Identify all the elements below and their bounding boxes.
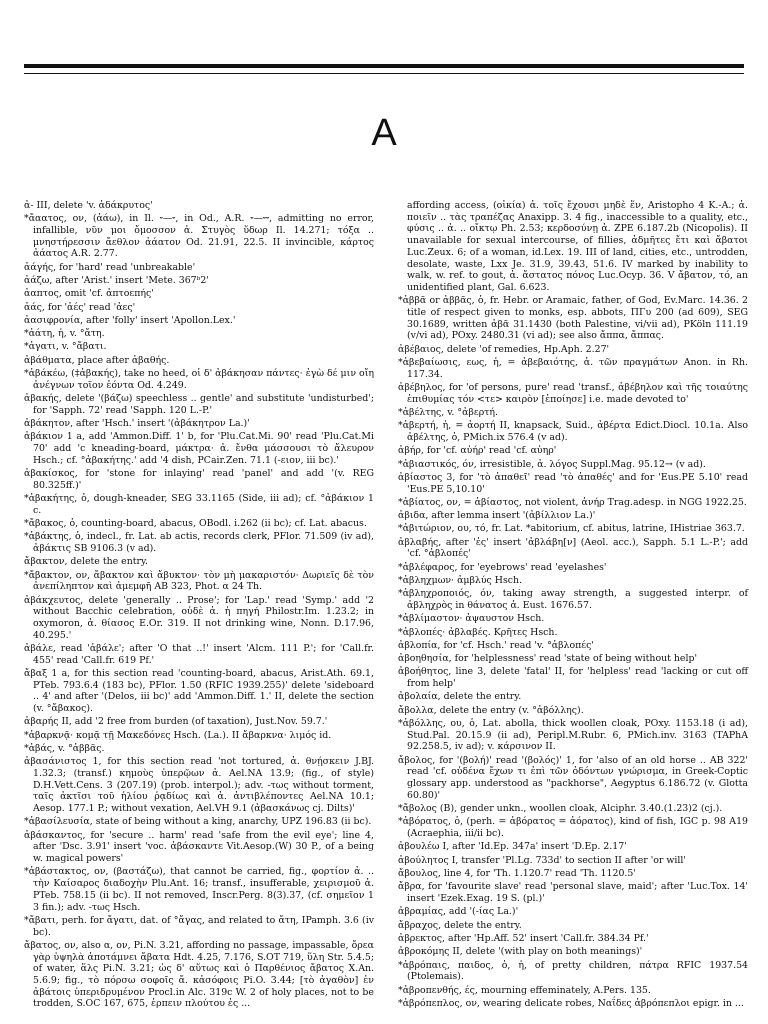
lexicon-entry: ἀβάλε, read 'ἀβάλε'; after 'O that ..!' insert 'Alcm. 111 P.'; for 'Call.fr. 455' read 'Call.fr. 619 Pf.': [24, 643, 374, 666]
lexicon-entry: *ἀβλίμαστον· ἀψαυστον Hsch.: [398, 613, 545, 625]
lexicon-entry: ἀβήρ, for 'cf. αὐήρ' read 'cf. αὐηρ': [398, 445, 557, 457]
lexicon-entry: ἀβούλητος I, transfer 'Pl.Lg. 733d' to section II after 'or will': [398, 854, 686, 866]
lexicon-entry: *ἀβάκέω, (‡ἀβακής), take no heed, οἱ δ' ἀβάκησαν πάντες· ἐγὼ δέ μιν οἴη ἀνέγνων τοῖον ἐόντα Od. 4.249.: [24, 368, 374, 391]
lexicon-entry: *ἀάτη, ἡ, v. °ἄτη.: [24, 328, 105, 340]
lexicon-entry: *ἀββᾶ or ἀββᾶς, ὁ, fr. Hebr. or Aramaic, father, of God, Ev.Marc. 14.36. 2 title of respect given to monks, esp. abbots, ΠΓυ 200 (ad 609), SEG 30.1689, written ἀβᾶ 31.1430 (both Palestine, vi/vii ad), PKöln 111.19 (v/vi ad), POxy. 2480.31 (vi ad); see also ἄππα, ἄππας.: [398, 295, 748, 342]
lexicon-entry: ἀβαρής II, add '2 free from burden (of taxation), Just.Nov. 59.7.': [24, 716, 328, 728]
lexicon-entry: *ἀβόρατος, ὁ, (perh. = ἀβόρατος = ἀόρατος), kind of fish, IGC p. 98 A19 (Acraephia, iii/ii bc).: [398, 816, 748, 840]
lexicon-entry: ἄβολος, for '(βολή)' read '(βολός)' 1, for 'also of an old horse .. AB 322' read 'cf. οὐδένα ἔχων τι ἐπὶ τῶν ὀδόντων γνώρισμα, in Greek-Coptic glossary app. understood as "packhorse", Aegyptus 6.186.72 (v. Glotta 60.80)': [398, 754, 748, 801]
lexicon-entry: ἀβέβαιος, delete 'of remedies, Hp.Aph. 2.27': [398, 343, 610, 355]
lexicon-entry: *ἀβλοπές· ἀβλαβές. Κρῆτες Hsch.: [398, 626, 558, 638]
lexicon-entry: ἀβάθματα, place after ἀβαθής.: [24, 354, 170, 366]
lexicon-entry: *ἄβακος, ὁ, counting-board, abacus, OBodl. i.262 (ii bc); cf. Lat. abacus.: [24, 518, 367, 530]
lexicon-entry: ἀασιφρονία, after 'folly' insert 'Apollon.Lex.': [24, 314, 236, 326]
lexicon-entry: ἀβάκητον, after 'Hsch.' insert '(ἀβάκητρον La.)': [24, 418, 250, 430]
lexicon-entry: ἀβιδα, after lemma insert '(ἀβίλλιον La.)': [398, 510, 596, 522]
lexicon-entry: ἀβροκόμης II, delete '(with play on both meanings)': [398, 946, 643, 958]
lexicon-entry: *ἀγατι, v. °ἄβατι.: [24, 341, 107, 353]
lexicon-entry: ἀάζω, after 'Arist.' insert 'Mete. 367ᵇ2': [24, 275, 209, 286]
lexicon-entry: ἀβραμίας, add '(-ίας La.)': [398, 906, 519, 918]
lexicon-entry: ἀβακίσκος, for 'stone for inlaying' read 'panel' and add '(v. REG 80.325ff.)': [24, 468, 374, 491]
lexicon-entry: ἀβρεκτος, after 'Hp.Aff. 52' insert 'Call.fr. 384.34 Pf.': [398, 932, 649, 944]
lexicon-entry: *ἀβληχμων· ἀμβλύς Hsch.: [398, 575, 523, 586]
lexicon-entry: *ἄβολος (B), gender unkn., woollen cloak, Alciphr. 3.40.(1.23)2 (cj.).: [398, 803, 723, 815]
lexicon-entry: *ἀβασίλευσία, state of being without a king, anarchy, UPZ 196.83 (ii bc).: [24, 816, 372, 828]
lexicon-entry: *ἀβιαστικός, όν, irresistible, ἀ. λόγος Suppl.Mag. 95.12→ (v ad).: [398, 458, 706, 470]
lexicon-entry: ἀβλαβής, after 'ἐς' insert 'ἀβλάβη[ν] (Aeol. acc.), Sapph. 5.1 L.-P.'; add 'cf. °ἀβλοπές': [398, 536, 748, 560]
lexicon-entry: ἄβατος, ον, also α, ον, Pi.N. 3.21, affording no passage, impassable, ὄρεα γὰρ ὑψηλὰ ἀποτάμνει ἄβατα Hdt. 4.25, 7.176, S.OT 719, ὕλη Str. 5.4.5; of water, ἅλς Pi.N. 3.21; ὡς δ' αὕτως καὶ ὁ Παρθένιος ἄβατος X.An. 5.6.9; fig., τὸ πόρσω σοφοῖς ἄ. κἀσόφοις Pi.O. 3.44; [τὸ ἀγαθὸν] ἐν ἀβάτοις ὑπεριδρυμένον Procl.in Alc. 319c W. 2 of holy places, not to be trodden, S.OC 167, 675, ἐρπειν πλούτου ἐς ...: [24, 939, 374, 1010]
lexicon-entry: *ἀβλέφαρος, for 'eyebrows' read 'eyelashes': [398, 561, 607, 573]
lexicon-entry: ἄβακτον, delete the entry.: [24, 556, 149, 568]
left-column: [24, 200, 374, 1012]
lexicon-entry: ἄβαξ 1 a, for this section read 'counting-board, abacus, Arist.Ath. 69.1, PTeb. 793.6.4 (183 bc), PFlor. 1.50 (RFIC 1939.255)' delete 'sideboard .. 4' and after '(Delos, iii bc)' add 'Ammon.Diff. 1.' II, delete the section (v. °ἄβακος).: [24, 668, 374, 715]
lexicon-entry: *ἀβεβαίωσις, εως, ἡ, = ἀβεβαιότης, ἀ. τῶν πραγμάτων Anon. in Rh. 117.34.: [398, 356, 748, 380]
lexicon-entry: ἀβίαστος 3, for 'τὸ ἀπαθεῖ' read 'τὸ ἀπαθές' and for 'Eus.PE 5.10' read 'Eus.PE 5,10.10': [398, 471, 748, 495]
top-rule-thin: [24, 73, 744, 74]
lexicon-entry: *ἄβατι, perh. for ἄγατι, dat. of °ἄγας, and related to ἄτη, IPamph. 3.6 (iv bc).: [24, 914, 374, 938]
lexicon-entry: ἀ- III, delete 'v. ἀδάκρυτος': [24, 200, 153, 211]
lexicon-entry: ἀβακής, delete '(βάζω) speechless .. gentle' and substitute 'undisturbed'; for 'Sapph. 72' read 'Sapph. 120 L.-P.': [24, 393, 374, 416]
lexicon-entry: *ἀβαρκνᾷ· κομᾷ τῇ Μακεδόνες Hsch. (La.). II ἄβαρκνα· λιμός id.: [24, 729, 332, 741]
lexicon-entry: ἀβοήθητος, line 3, delete 'fatal' II, for 'helpless' read 'lacking or cut off from help': [398, 666, 748, 690]
lexicon-entry: *ἀβρόπεπλος, ον, wearing delicate robes, Ναΐδες ἀβρόπεπλοι epigr. in ...: [398, 997, 744, 1009]
lexicon-entry: *ἀβερτή, ἡ, = ἀορτή II, knapsack, Suid., ἀβέρτα Edict.Diocl. 10.1a. Also ἀβέλτης, ὁ, PMich.ix 576.4 (v ad).: [398, 420, 748, 443]
lexicon-entry: *ἀβάκτης, ὁ, indecl., fr. Lat. ab actis, records clerk, PFlor. 71.509 (iv ad), ἀβάκτις SB 9106.3 (v ad).: [24, 531, 374, 555]
lexicon-entry: *ἀβάς, v. °ἀββᾶς.: [24, 743, 105, 755]
lexicon-entry: *ἀβάστακτος, ον, (βαστάζω), that cannot be carried, fig., φορτίον ἀ. .. τὴν Καίσαρος διαδοχὴν Plu.Ant. 16; transf., insufferable, χειρισμοῦ ἀ. PTeb. 758.15 (ii bc). II not removed, Inscr.Perg. 8(3).37, (cf. σημεῖον 1 3 fin.); adv. -τως Hsch.: [24, 866, 374, 913]
lexicon-entry: ἀβολαία, delete the entry.: [398, 691, 522, 703]
lexicon-entry: ἀβάκχευτος, delete 'generally .. Prose'; for 'Lap.' read 'Symp.' add '2 without Bacchic celebration, οὐδὲ ἀ. ἡ πηγή Philostr.Im. 1.23.2; in oxymoron, ἀ. θίασος E.Or. 319. II not drinking wine, Nonn. D.17.96, 40.295.': [24, 594, 374, 641]
top-rule: [24, 64, 744, 68]
lexicon-entry: ἀβάκιον 1 a, add 'Ammon.Diff. 1' b, for 'Plu.Cat.Mi. 90' read 'Plu.Cat.Mi 70' add 'c kneading-board, μάκτρα· ἀ. ἔνθα μάσσουσι τὸ ἄλευρον Hsch.; cf. °ἀβακήτης.' add '4 dish, PCair.Zen. 71.1 (-ειον, iii bc).': [24, 431, 374, 466]
lexicon-entry: *ἀβόλλης, ου, ὁ, Lat. abolla, thick woollen cloak, POxy. 1153.18 (i ad), Stud.Pal. 20.15.9 (ii ad), Peripl.M.Rubr. 6, PMich.inv. 3163 (TAPhA 92.258.5, iv ad); v. κάρσινον II.: [398, 718, 748, 753]
lexicon-entry: ἀβάσκαντος, for 'secure .. harm' read 'safe from the evil eye'; line 4, after 'Dsc. 3.91' insert 'voc. ἀβάσκαντε Vit.Aesop.(W) 30 P., of a being w. magical powers': [24, 829, 374, 865]
lexicon-entry: *ἀβληχροποιός, όν, taking away strength, a suggested interpr. of ἀβληχρὸς in θάνατος ἀ. Eust. 1676.57.: [398, 588, 748, 611]
lexicon-entry: ἄβουλος, line 4, for 'Th. 1.120.7' read 'Th. 1120.5': [398, 868, 636, 880]
lexicon-entry: ἀβέβηλος, for 'of persons, pure' read 'transf., ἀβέβηλον καὶ τῆς τοιαύτης ἐπιθυμίας τόν <τε> καιρὸν [ἐποίησε] i.e. made devoted to': [398, 381, 748, 405]
lexicon-entry: ἄβολλα, delete the entry (v. °ἀβόλλης).: [398, 704, 584, 716]
lexicon-entry: ἀαπτος, omit 'cf. ἀπτοεπής': [24, 288, 154, 300]
lexicon-entry: ἀβουλέω I, after 'Id.Ep. 347a' insert 'D.Ep. 2.17': [398, 841, 627, 853]
lexicon-entry: ἀάς, for 'ἀές' read 'ἀες': [24, 301, 136, 313]
lexicon-entry: affording access, (οἰκία) ἀ. τοῖς ἔχουσι μηδὲ ἕν, Aristopho 4 K.-A.; ἀ. ποιεῖν .. τὰς τραπέζας Anaxipp. 3. 4 fig., inaccessible to a quality, etc., φύσις .. ἀ. .. οἴκτῳ Ph. 2.53; κερδοσύνῃ ἀ. ZPE 6.187.2b (Nicopolis). II unavailable for sexual intercourse, of fillies, ἀδμῆτες ἔτι καὶ ἄβατοι Luc.Zeux. 6; of a woman, id.Lex. 19. III of land, cities, etc., untrodden, desolate, waste, Lxx Je. 31.9, 39.43, 51.6. IV marked by inability to walk, w. ref. to gout, ἀ. ἄστατος πόνος Luc.Ocyp. 36. V ἄβατον, τό, an unidentified plant, Gal. 6.623.: [407, 200, 748, 293]
lexicon-entry: ἄβρα, for 'favourite slave' read 'personal slave, maid'; after 'Luc.Tox. 14' insert 'Ezek.Exag. 19 S. (pl.)': [398, 881, 748, 905]
lexicon-entry: *ἀβακήτης, ὁ, dough-kneader, SEG 33.1165 (Side, iii ad); cf. °ἀβάκιον 1 c.: [24, 493, 374, 516]
lexicon-entry: ἀάγής, for 'hard' read 'unbreakable': [24, 261, 196, 273]
section-letter: A: [371, 112, 397, 154]
right-column: [398, 200, 748, 1011]
lexicon-entry: *ἄαατος, ον, (ἀάω), in Il. ⏑—⏑, in Od., A.R. ⏑—⏑⏑, admitting no error, infallible, νῦν μοι ὄμοσσον ἀ. Στυγὸς ὕδωρ Il. 14.271; τόξα .. μνηστήρεσσιν ἄεθλον ἀάατον Od. 21.91, 22.5. II invincible, κάρτος ἀάατος A.R. 2.77.: [24, 213, 374, 260]
lexicon-entry: ἀβλοπία, for 'cf. Hsch.' read 'v. °ἀβλοπές': [398, 639, 594, 651]
lexicon-entry: *ἀβιτώριον, ου, τό, fr. Lat. *abitorium, cf. abitus, latrine, IHistriae 363.7.: [398, 523, 745, 535]
lexicon-entry: ἀβασάνιστος 1, for this section read 'not tortured, ἀ. θνῄσκειν J.BJ. 1.32.3; (transf.) κημοὺς ὑπερῷων ἀ. Ael.NA 13.9; (fig., of style) D.H.Vett.Cens. 3 (207.19) (prob. interpol.); adv. -τως without torment, ταῖς ἀκτῖσι τοῦ ἡλίου ῥᾳδίως καὶ ἀ. ἀντιβλέποντες Ael.NA 10.1; Aesop. 177.1 P.; without vexation, Ael.VH 9.1 (ἀβασκάνως cj. Dilts)': [24, 756, 374, 815]
lexicon-entry: ἄβραχος, delete the entry.: [398, 919, 522, 931]
lexicon-entry: *ἀβροπενθής, ές, mourning effeminately, A.Pers. 135.: [398, 984, 651, 996]
lexicon-entry: *ἀβρόπαις, παιδος, ὁ, ἡ, of pretty children, πάτρα RFIC 1937.54 (Ptolemais).: [398, 959, 748, 983]
lexicon-entry: *ἀβέλτης, v. °ἀβερτή.: [398, 406, 498, 418]
lexicon-entry: ἀβοηθησία, for 'helplessness' read 'state of being without help': [398, 653, 698, 665]
lexicon-entry: *ἄβακτον, ον, ἄβακτον καὶ ἄβυκτον· τὸν μὴ μακαριστόν· Δωριεῖς δὲ τὸν ἀνεπίληπτον καὶ ἀμεμφῆ AB 323, Phot. α 24 Th.: [24, 569, 374, 593]
lexicon-entry: *ἀβίατος, ον, = ἀβίαστος, not violent, ἀνήρ Trag.adesp. in NGG 1922.25.: [398, 496, 747, 508]
